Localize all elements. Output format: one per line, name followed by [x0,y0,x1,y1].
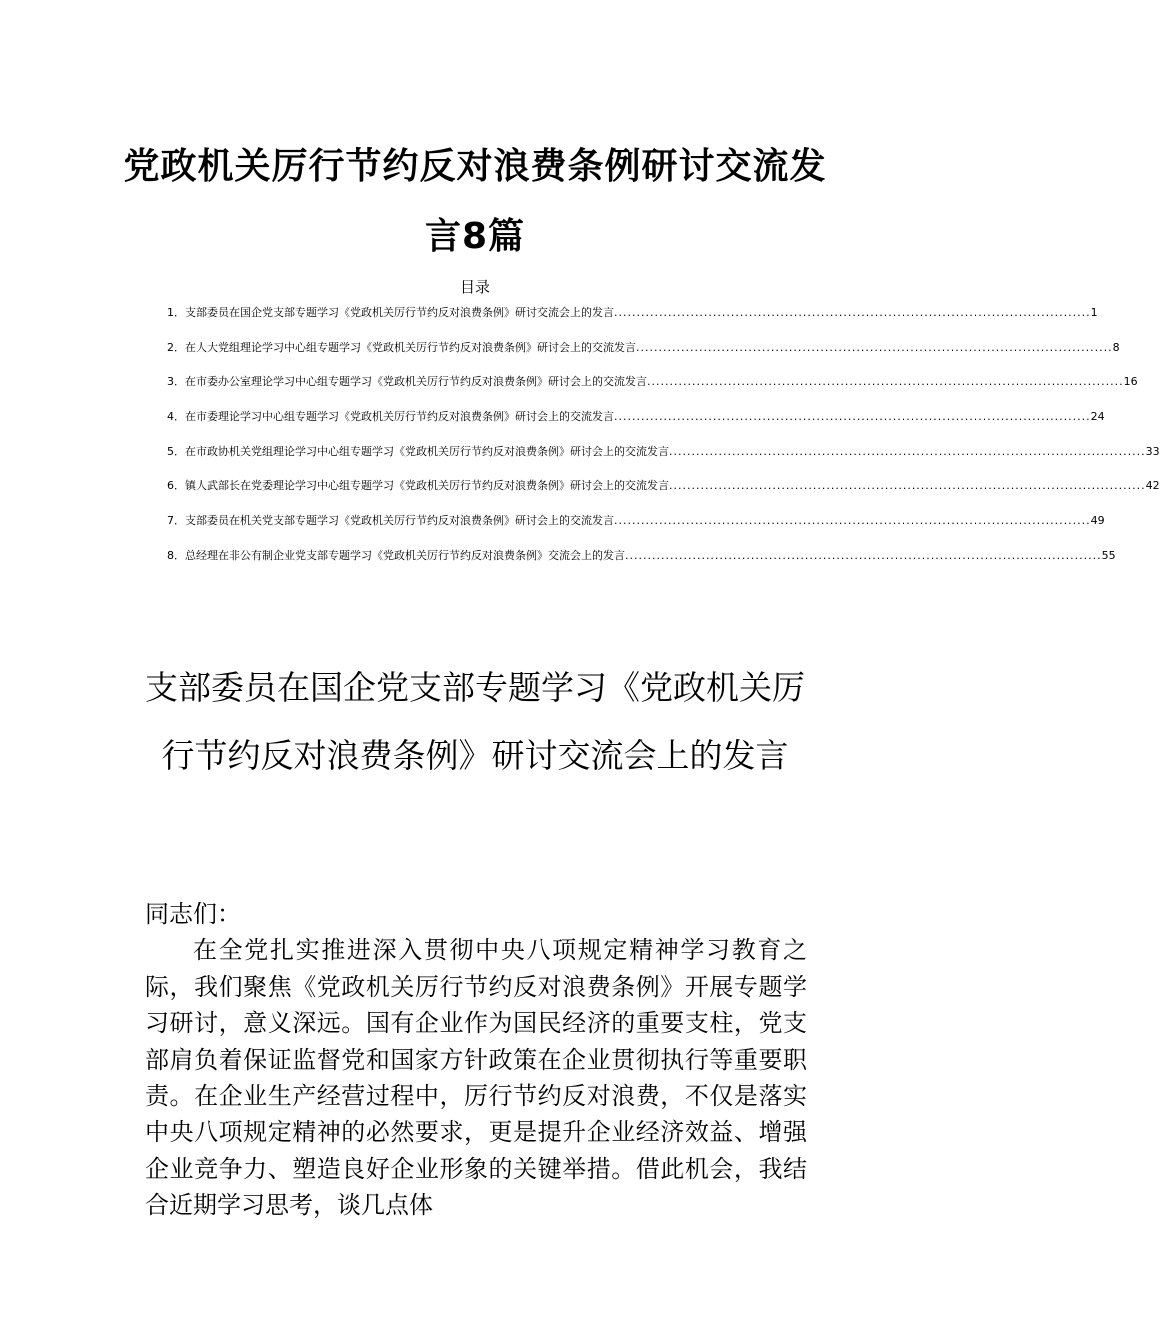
toc-entry-number: 7． [167,514,185,528]
toc-leader: .......................................................................................................... [625,548,1102,562]
toc-leader: .......................................................................................................... [669,444,1146,458]
toc-entry-number: 6． [167,479,185,493]
toc-entry[interactable] [167,512,1105,547]
toc-leader: .......................................................................................................... [669,479,1146,493]
toc-entry[interactable] [167,477,1160,512]
toc-entry-number: 4． [167,410,185,424]
toc-entry-page: 16 [1123,375,1138,389]
document-title: 党政机关厉行节约反对浪费条例研讨交流发言8篇 [123,146,827,257]
section-title: 支部委员在国企党支部专题学习《党政机关厉行节约反对浪费条例》研讨交流会上的发言 [145,668,805,775]
body-paragraph: 在全党扎实推进深入贯彻中央八项规定精神学习教育之际，我们聚焦《党政机关厉行节约反对浪费条例》开展专题学习研讨，意义深远。国有企业作为国民经济的重要支柱，党支部肩负着保证监督党和国家方针政策在企业贯彻执行等重要职责。在企业生产经营过程中，厉行节约反对浪费，不仅是落实中央八项规定精神的必然要求，更是提升企业经济效益、增强企业竞争力、塑造良好企业形象的关键举措。借此机会，我结合近期学习思考，谈几点体 [145,936,807,1220]
table-of-contents [167,304,1160,582]
toc-entry-text: 在市政协机关党组理论学习中心组专题学习《党政机关厉行节约反对浪费条例》研讨会上的交流发言 [185,444,669,458]
toc-entry-text: 镇人武部长在党委理论学习中心组专题学习《党政机关厉行节约反对浪费条例》研讨会上的交流发言 [185,479,669,493]
toc-leader: .......................................................................................................... [636,340,1113,354]
toc-entry-number: 3． [167,375,185,389]
toc-entry-page: 49 [1090,514,1105,528]
toc-leader: .......................................................................................................... [614,410,1091,424]
toc-entry-page: 55 [1101,548,1116,562]
toc-heading: 目录 [459,278,490,296]
toc-entry-number: 8． [167,548,185,562]
toc-leader: .......................................................................................................... [614,306,1091,319]
body-text [145,896,807,1224]
toc-entry-text: 支部委员在国企党支部专题学习《党政机关厉行节约反对浪费条例》研讨交流会上的发言 [185,306,614,319]
toc-entry-text: 支部委员在机关党支部专题学习《党政机关厉行节约反对浪费条例》研讨会上的交流发言 [185,514,614,528]
toc-entry-text: 在市委理论学习中心组专题学习《党政机关厉行节约反对浪费条例》研讨会上的交流发言 [185,410,614,424]
toc-entry-page: 1 [1090,306,1098,319]
toc-entry-text: 在人大党组理论学习中心组专题学习《党政机关厉行节约反对浪费条例》研讨会上的交流发言 [185,340,636,354]
toc-entry-text: 在市委办公室理论学习中心组专题学习《党政机关厉行节约反对浪费条例》研讨会上的交流发言 [185,375,647,389]
toc-entry-number: 1． [167,306,185,319]
toc-entry[interactable] [167,339,1120,374]
toc-entry[interactable] [167,408,1105,443]
toc-entry-text: 总经理在非公有制企业党支部专题学习《党政机关厉行节约反对浪费条例》交流会上的发言 [185,548,625,562]
toc-entry-page: 24 [1090,410,1105,424]
toc-entry[interactable] [167,443,1160,478]
toc-leader: .......................................................................................................... [614,514,1091,528]
toc-entry[interactable] [167,373,1138,408]
toc-entry[interactable] [167,547,1116,582]
toc-leader: .......................................................................................................... [647,375,1124,389]
toc-entry-number: 5． [167,444,185,458]
toc-entry-page: 33 [1145,444,1160,458]
salutation: 同志们： [145,900,241,928]
toc-entry-number: 2． [167,340,185,354]
toc-entry-page: 8 [1112,340,1120,354]
toc-entry[interactable] [167,304,1098,339]
toc-entry-page: 42 [1145,479,1160,493]
